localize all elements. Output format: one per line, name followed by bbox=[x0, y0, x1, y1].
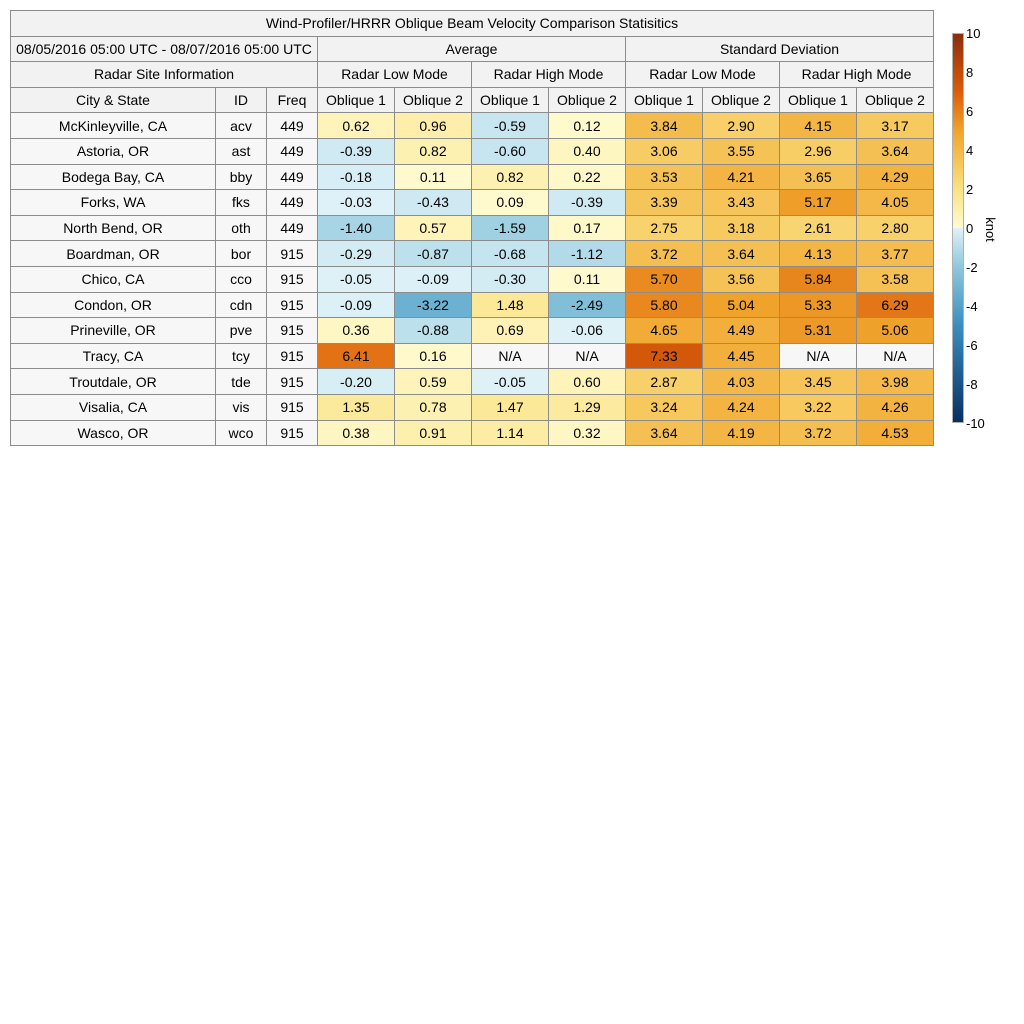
site-id-cell: acv bbox=[216, 113, 267, 139]
sd-low-mode-header: Radar Low Mode bbox=[626, 62, 780, 88]
value-cell: -0.06 bbox=[549, 318, 626, 344]
table-row bbox=[11, 190, 934, 216]
std-dev-header: Standard Deviation bbox=[626, 36, 934, 62]
value-cell: 5.70 bbox=[626, 266, 703, 292]
colorbar bbox=[952, 33, 964, 423]
value-cell: 3.22 bbox=[780, 394, 857, 420]
value-cell: -0.43 bbox=[395, 190, 472, 216]
site-city-cell: McKinleyville, CA bbox=[11, 113, 216, 139]
site-id-cell: fks bbox=[216, 190, 267, 216]
table-row bbox=[11, 343, 934, 369]
value-cell: 1.14 bbox=[472, 420, 549, 446]
site-info-header: Radar Site Information bbox=[11, 62, 318, 88]
value-cell: -3.22 bbox=[395, 292, 472, 318]
colorbar-tick-label: -2 bbox=[966, 260, 978, 275]
column-header-row bbox=[11, 87, 934, 113]
value-cell: 5.06 bbox=[857, 318, 934, 344]
column-header: City & State bbox=[11, 87, 216, 113]
value-cell: -0.39 bbox=[549, 190, 626, 216]
value-cell: 4.53 bbox=[857, 420, 934, 446]
value-cell: -0.39 bbox=[318, 138, 395, 164]
column-header: Oblique 2 bbox=[857, 87, 934, 113]
site-freq-cell: 915 bbox=[267, 318, 318, 344]
site-city-cell: Chico, CA bbox=[11, 266, 216, 292]
value-cell: 4.15 bbox=[780, 113, 857, 139]
table-row bbox=[11, 369, 934, 395]
value-cell: 5.17 bbox=[780, 190, 857, 216]
colorbar-tick-label: -4 bbox=[966, 299, 978, 314]
value-cell: 0.78 bbox=[395, 394, 472, 420]
column-header: Oblique 2 bbox=[549, 87, 626, 113]
site-city-cell: Bodega Bay, CA bbox=[11, 164, 216, 190]
value-cell: 0.36 bbox=[318, 318, 395, 344]
site-id-cell: pve bbox=[216, 318, 267, 344]
site-freq-cell: 915 bbox=[267, 394, 318, 420]
site-freq-cell: 449 bbox=[267, 113, 318, 139]
value-cell: 3.06 bbox=[626, 138, 703, 164]
table-row bbox=[11, 215, 934, 241]
value-cell: 3.77 bbox=[857, 241, 934, 267]
value-cell: 3.45 bbox=[780, 369, 857, 395]
colorbar-tick-label: 6 bbox=[966, 104, 974, 119]
value-cell: N/A bbox=[472, 343, 549, 369]
site-id-cell: ast bbox=[216, 138, 267, 164]
colorbar-unit-label: knot bbox=[982, 217, 998, 242]
site-freq-cell: 915 bbox=[267, 292, 318, 318]
value-cell: 3.56 bbox=[703, 266, 780, 292]
value-cell: 5.04 bbox=[703, 292, 780, 318]
value-cell: 0.11 bbox=[549, 266, 626, 292]
site-id-cell: bor bbox=[216, 241, 267, 267]
column-header: Oblique 2 bbox=[395, 87, 472, 113]
value-cell: 4.03 bbox=[703, 369, 780, 395]
value-cell: -0.05 bbox=[472, 369, 549, 395]
value-cell: 3.39 bbox=[626, 190, 703, 216]
value-cell: 4.19 bbox=[703, 420, 780, 446]
average-header: Average bbox=[318, 36, 626, 62]
table-row bbox=[11, 164, 934, 190]
value-cell: 7.33 bbox=[626, 343, 703, 369]
value-cell: 4.26 bbox=[857, 394, 934, 420]
value-cell: 1.35 bbox=[318, 394, 395, 420]
value-cell: 3.58 bbox=[857, 266, 934, 292]
colorbar-tick-label: 2 bbox=[966, 182, 974, 197]
value-cell: 3.18 bbox=[703, 215, 780, 241]
table-row bbox=[11, 420, 934, 446]
value-cell: N/A bbox=[549, 343, 626, 369]
value-cell: -0.09 bbox=[395, 266, 472, 292]
value-cell: -0.59 bbox=[472, 113, 549, 139]
value-cell: 6.41 bbox=[318, 343, 395, 369]
value-cell: 2.80 bbox=[857, 215, 934, 241]
site-id-cell: cdn bbox=[216, 292, 267, 318]
value-cell: 0.17 bbox=[549, 215, 626, 241]
value-cell: 5.31 bbox=[780, 318, 857, 344]
value-cell: 4.65 bbox=[626, 318, 703, 344]
value-cell: 5.80 bbox=[626, 292, 703, 318]
table-row bbox=[11, 113, 934, 139]
value-cell: 0.69 bbox=[472, 318, 549, 344]
column-header: Freq bbox=[267, 87, 318, 113]
column-header: ID bbox=[216, 87, 267, 113]
value-cell: N/A bbox=[857, 343, 934, 369]
value-cell: -0.88 bbox=[395, 318, 472, 344]
site-freq-cell: 449 bbox=[267, 215, 318, 241]
value-cell: 0.32 bbox=[549, 420, 626, 446]
value-cell: -0.87 bbox=[395, 241, 472, 267]
site-city-cell: Boardman, OR bbox=[11, 241, 216, 267]
column-header: Oblique 1 bbox=[626, 87, 703, 113]
table-row bbox=[11, 266, 934, 292]
value-cell: 1.47 bbox=[472, 394, 549, 420]
value-cell: 0.82 bbox=[472, 164, 549, 190]
value-cell: 0.62 bbox=[318, 113, 395, 139]
table-title: Wind-Profiler/HRRR Oblique Beam Velocity Comparison Statisitics bbox=[11, 11, 934, 37]
site-freq-cell: 915 bbox=[267, 266, 318, 292]
site-city-cell: Troutdale, OR bbox=[11, 369, 216, 395]
value-cell: 0.22 bbox=[549, 164, 626, 190]
column-header: Oblique 1 bbox=[472, 87, 549, 113]
site-id-cell: wco bbox=[216, 420, 267, 446]
value-cell: 4.24 bbox=[703, 394, 780, 420]
value-cell: 3.64 bbox=[857, 138, 934, 164]
site-freq-cell: 449 bbox=[267, 138, 318, 164]
value-cell: -1.59 bbox=[472, 215, 549, 241]
value-cell: -1.40 bbox=[318, 215, 395, 241]
site-city-cell: Forks, WA bbox=[11, 190, 216, 216]
value-cell: 3.72 bbox=[780, 420, 857, 446]
value-cell: 3.64 bbox=[703, 241, 780, 267]
value-cell: -0.18 bbox=[318, 164, 395, 190]
value-cell: 0.57 bbox=[395, 215, 472, 241]
avg-high-mode-header: Radar High Mode bbox=[472, 62, 626, 88]
value-cell: 0.09 bbox=[472, 190, 549, 216]
colorbar-tick-label: -10 bbox=[966, 416, 985, 431]
value-cell: -0.68 bbox=[472, 241, 549, 267]
value-cell: 1.29 bbox=[549, 394, 626, 420]
value-cell: 2.61 bbox=[780, 215, 857, 241]
site-freq-cell: 915 bbox=[267, 241, 318, 267]
value-cell: -0.09 bbox=[318, 292, 395, 318]
site-city-cell: Visalia, CA bbox=[11, 394, 216, 420]
value-cell: 0.60 bbox=[549, 369, 626, 395]
value-cell: -2.49 bbox=[549, 292, 626, 318]
value-cell: 4.49 bbox=[703, 318, 780, 344]
table-row bbox=[11, 292, 934, 318]
value-cell: 1.48 bbox=[472, 292, 549, 318]
table-body bbox=[11, 113, 934, 446]
table-row bbox=[11, 241, 934, 267]
value-cell: 0.12 bbox=[549, 113, 626, 139]
site-city-cell: North Bend, OR bbox=[11, 215, 216, 241]
colorbar-tick-label: 10 bbox=[966, 26, 981, 41]
site-id-cell: cco bbox=[216, 266, 267, 292]
value-cell: 5.33 bbox=[780, 292, 857, 318]
value-cell: 3.65 bbox=[780, 164, 857, 190]
site-id-cell: tde bbox=[216, 369, 267, 395]
value-cell: 3.64 bbox=[626, 420, 703, 446]
site-id-cell: tcy bbox=[216, 343, 267, 369]
value-cell: 3.17 bbox=[857, 113, 934, 139]
site-freq-cell: 915 bbox=[267, 420, 318, 446]
value-cell: -1.12 bbox=[549, 241, 626, 267]
column-header: Oblique 2 bbox=[703, 87, 780, 113]
value-cell: 4.45 bbox=[703, 343, 780, 369]
colorbar-tick-label: 8 bbox=[966, 65, 974, 80]
value-cell: 6.29 bbox=[857, 292, 934, 318]
site-id-cell: bby bbox=[216, 164, 267, 190]
column-header: Oblique 1 bbox=[780, 87, 857, 113]
value-cell: -0.30 bbox=[472, 266, 549, 292]
site-city-cell: Condon, OR bbox=[11, 292, 216, 318]
table-row bbox=[11, 394, 934, 420]
value-cell: 0.96 bbox=[395, 113, 472, 139]
value-cell: 0.91 bbox=[395, 420, 472, 446]
colorbar-tick-label: 0 bbox=[966, 221, 974, 236]
table-row bbox=[11, 138, 934, 164]
colorbar-tick-label: -6 bbox=[966, 338, 978, 353]
value-cell: -0.05 bbox=[318, 266, 395, 292]
value-cell: 2.90 bbox=[703, 113, 780, 139]
colorbar-tick-label: 4 bbox=[966, 143, 974, 158]
value-cell: 4.05 bbox=[857, 190, 934, 216]
site-freq-cell: 915 bbox=[267, 369, 318, 395]
site-id-cell: vis bbox=[216, 394, 267, 420]
value-cell: 3.55 bbox=[703, 138, 780, 164]
value-cell: 2.75 bbox=[626, 215, 703, 241]
value-cell: 3.43 bbox=[703, 190, 780, 216]
value-cell: 4.29 bbox=[857, 164, 934, 190]
value-cell: 2.87 bbox=[626, 369, 703, 395]
value-cell: -0.20 bbox=[318, 369, 395, 395]
value-cell: 3.98 bbox=[857, 369, 934, 395]
site-city-cell: Wasco, OR bbox=[11, 420, 216, 446]
site-city-cell: Tracy, CA bbox=[11, 343, 216, 369]
site-freq-cell: 449 bbox=[267, 164, 318, 190]
avg-low-mode-header: Radar Low Mode bbox=[318, 62, 472, 88]
date-range: 08/05/2016 05:00 UTC - 08/07/2016 05:00 UTC bbox=[11, 36, 318, 62]
value-cell: 5.84 bbox=[780, 266, 857, 292]
colorbar-tick-label: -8 bbox=[966, 377, 978, 392]
value-cell: 3.53 bbox=[626, 164, 703, 190]
value-cell: 0.59 bbox=[395, 369, 472, 395]
value-cell: 0.38 bbox=[318, 420, 395, 446]
value-cell: 3.84 bbox=[626, 113, 703, 139]
value-cell: -0.29 bbox=[318, 241, 395, 267]
value-cell: 0.16 bbox=[395, 343, 472, 369]
table-row bbox=[11, 318, 934, 344]
site-freq-cell: 449 bbox=[267, 190, 318, 216]
value-cell: 3.24 bbox=[626, 394, 703, 420]
value-cell: 0.40 bbox=[549, 138, 626, 164]
sd-high-mode-header: Radar High Mode bbox=[780, 62, 934, 88]
site-city-cell: Prineville, OR bbox=[11, 318, 216, 344]
comparison-table bbox=[10, 10, 934, 446]
value-cell: 2.96 bbox=[780, 138, 857, 164]
value-cell: N/A bbox=[780, 343, 857, 369]
value-cell: -0.60 bbox=[472, 138, 549, 164]
value-cell: 0.11 bbox=[395, 164, 472, 190]
site-id-cell: oth bbox=[216, 215, 267, 241]
site-freq-cell: 915 bbox=[267, 343, 318, 369]
value-cell: -0.03 bbox=[318, 190, 395, 216]
column-header: Oblique 1 bbox=[318, 87, 395, 113]
value-cell: 4.13 bbox=[780, 241, 857, 267]
value-cell: 3.72 bbox=[626, 241, 703, 267]
site-city-cell: Astoria, OR bbox=[11, 138, 216, 164]
value-cell: 0.82 bbox=[395, 138, 472, 164]
value-cell: 4.21 bbox=[703, 164, 780, 190]
